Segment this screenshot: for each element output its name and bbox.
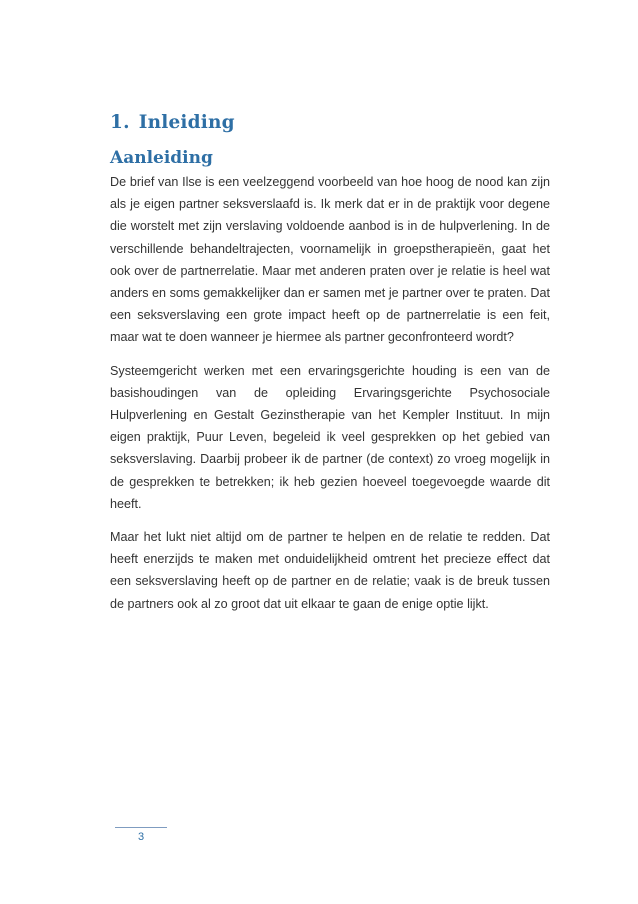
page-content [110,109,550,615]
body-paragraph-3: Maar het lukt niet altijd om de partner te helpen en de relatie te redden. Dat heeft enerzijds te maken met onduidelijkheid omtrent het precieze effect dat een seksverslaving heeft op de partner en de relatie; vaak is de breuk tussen de partners ook al zo groot dat uit elkaar te gaan de enige optie lijkt. [110,530,550,611]
section-heading: Aanleiding [110,148,213,168]
footer-divider [115,827,167,828]
body-paragraph-1: De brief van Ilse is een veelzeggend voorbeeld van hoe hoog de nood kan zijn als je eigen partner seksverslaafd is. Ik merk dat er in de praktijk voor degene die worstelt met zijn verslaving voldoende aanbod is in de hulpverlening. In de verschillende behandeltrajecten, voornamelijk in groepstherapieën, gaat het ook over de partnerrelatie. Maar met anderen praten over je relatie is heel wat anders en soms gemakkelijker dan er samen met je partner over te praten. Dat een seksverslaving een grote impact heeft op de partnerrelatie is een feit, maar wat te doen wanneer je hiermee als partner geconfronteerd wordt? [110,175,550,345]
body-paragraph-2: Systeemgericht werken met een ervaringsgerichte houding is een van de basishoudingen van de opleiding Ervaringsgerichte Psychosociale Hulpverlening en Gestalt Gezinstherapie van het Kempler Instituut. In mijn eigen praktijk, Puur Leven, begeleid ik veel gesprekken op het gebied van seksverslaving. Daarbij probeer ik de partner (de context) zo vroeg mogelijk in de gesprekken te betrekken; ik heb gezien hoeveel toegevoegde waarde dit heeft. [110,363,550,511]
chapter-heading [110,109,550,137]
chapter-number: 1. [110,112,130,133]
page-number: 3 [137,831,145,843]
chapter-title: Inleiding [138,112,235,133]
